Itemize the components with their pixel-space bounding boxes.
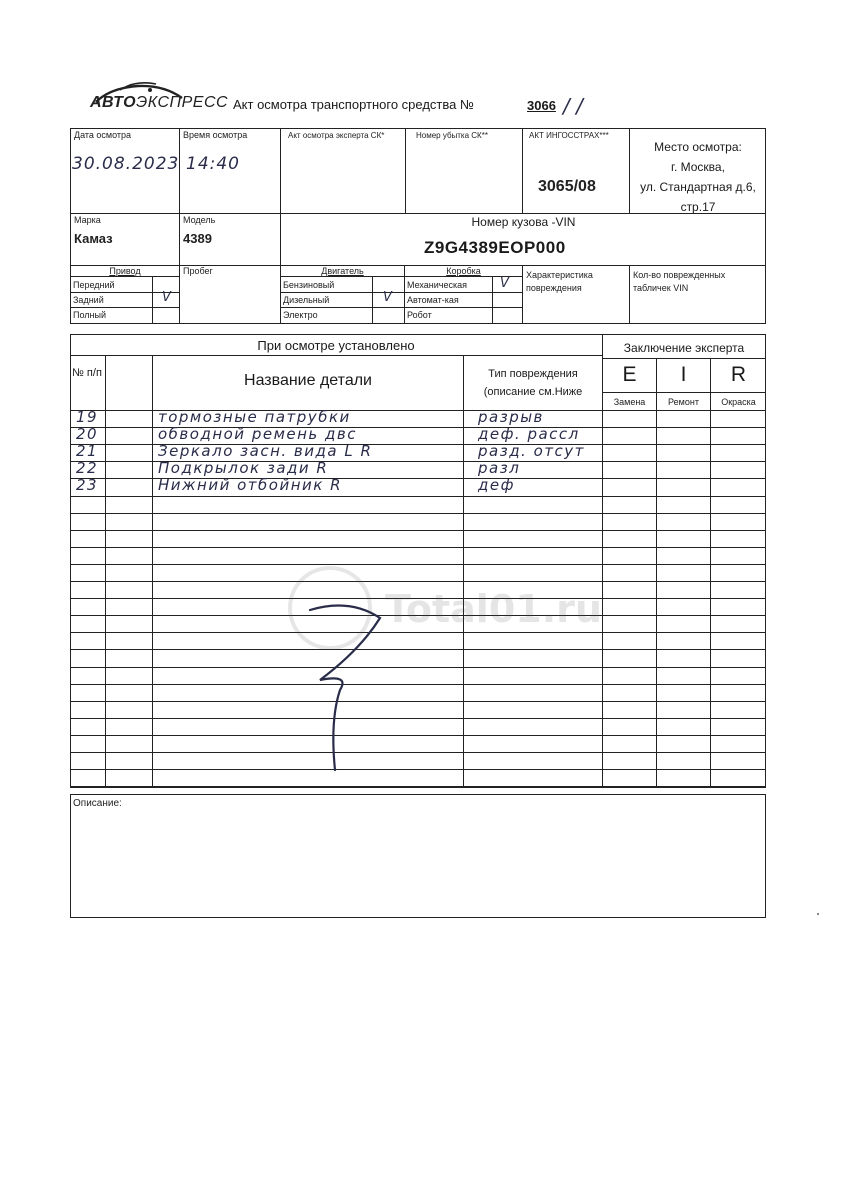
watermark (280, 560, 602, 660)
drive-option-all: Полный (73, 310, 106, 320)
expert-conclusion-header: Заключение эксперта (623, 341, 745, 355)
logo-text: АВТОЭКСПРЕСС (90, 94, 229, 111)
description-box (70, 794, 766, 918)
engine-option-petrol: Бензиновый (283, 280, 335, 290)
row-part-name: Нижний отбойник R (158, 476, 343, 494)
description-label: Описание: (73, 798, 122, 809)
document-number: 3066 (527, 98, 556, 113)
vin-value: Z9G4389EOP000 (424, 238, 566, 257)
loss-number-label: Номер убытка СК** (416, 131, 488, 140)
time-label: Время осмотра (183, 130, 248, 140)
gearbox-header: Коробка (446, 266, 481, 276)
col-r-header: R (730, 363, 747, 386)
row-damage-type: деф. рассл (478, 425, 580, 443)
inspection-place: Место осмотра: г. Москва, ул. Стандартная д.6, стр.17 (640, 140, 756, 214)
vin-label: Номер кузова -VIN (471, 215, 576, 229)
row-number: 22 (76, 459, 99, 477)
brand-label: Марка (74, 215, 101, 225)
row-part-name: обводной ремень двс (158, 425, 357, 443)
handwritten-number-mark: / / (563, 94, 583, 118)
drive-header: Привод (109, 266, 141, 276)
document-title: Акт осмотра транспортного средства № (233, 97, 474, 112)
damage-char-label: Характеристика повреждения (526, 270, 593, 293)
brand-value: Камаз (74, 231, 113, 246)
gearbox-option-robot: Робот (407, 310, 432, 320)
col-e-sub: Замена (613, 397, 646, 407)
date-label: Дата осмотра (74, 130, 132, 140)
row-part-name: Зеркало засн. вида L R (158, 442, 373, 460)
engine-option-diesel: Дизельный (283, 295, 330, 305)
row-damage-type: деф (478, 476, 515, 494)
row-divider (70, 530, 766, 531)
row-divider (70, 786, 766, 787)
svg-text:Total01.ru: Total01.ru (385, 587, 602, 631)
gearbox-checkmark: V (500, 276, 509, 291)
ingos-act-label: АКТ ИНГОССТРАХ*** (529, 131, 609, 140)
drive-checkmark: V (162, 290, 171, 305)
col-number-header: № п/п (72, 367, 102, 379)
ingos-act-value: 3065/08 (538, 178, 596, 195)
row-divider (70, 547, 766, 548)
row-damage-type: разд. отсут (478, 442, 585, 460)
row-number: 19 (76, 408, 99, 426)
gearbox-option-auto: Автомат-кая (407, 295, 459, 305)
row-damage-type: разрыв (478, 408, 544, 426)
col-i-sub: Ремонт (668, 397, 699, 407)
engine-header: Двигатель (321, 266, 364, 276)
scan-speck (817, 913, 819, 915)
model-value: 4389 (183, 231, 212, 246)
drive-option-front: Передний (73, 280, 115, 290)
engine-option-electric: Электро (283, 310, 318, 320)
row-part-name: Подкрылок зади R (158, 459, 329, 477)
findings-header: При осмотре установлено (257, 338, 415, 353)
row-number: 21 (76, 442, 99, 460)
row-divider (70, 513, 766, 514)
row-divider (70, 496, 766, 497)
vin-plates-label: Кол-во поврежденных табличек VIN (633, 270, 726, 293)
engine-checkmark: V (383, 290, 392, 305)
col-damage-header: Тип повреждения (описание см.Ниже (483, 368, 583, 398)
row-number: 23 (76, 476, 99, 494)
col-e-header: E (622, 363, 637, 386)
date-value: 30.08.2023 (72, 154, 180, 174)
time-value: 14:40 (186, 154, 240, 174)
col-i-header: I (680, 363, 687, 386)
model-label: Модель (183, 215, 216, 225)
drive-option-rear: Задний (73, 295, 104, 305)
mileage-label: Пробег (183, 266, 213, 276)
gearbox-option-manual: Механическая (407, 280, 468, 290)
col-r-sub: Окраска (721, 397, 756, 407)
col-part-header: Название детали (244, 372, 372, 389)
row-part-name: тормозные патрубки (158, 408, 351, 426)
row-number: 20 (76, 425, 99, 443)
row-damage-type: разл (478, 459, 521, 477)
expert-act-label: Акт осмотра эксперта СК* (288, 131, 385, 140)
